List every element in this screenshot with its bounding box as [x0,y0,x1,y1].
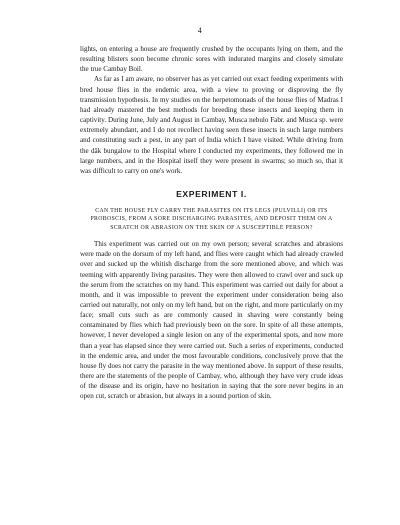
experiment-heading: EXPERIMENT I. [176,189,247,200]
experiment-question: CAN THE HOUSE FLY CARRY THE PARASITES ON ITS LEGS (PULVILLI) OR ITS PROBOSCIS, FROM A SORE DISCHARGING PARASITES, AND DEPOSIT THEM ON A SCRATCH OR ABRASION ON THE SKIN OF A SUSCEPTIBLE PERSON? [90,208,333,231]
page-number: 4 [197,26,203,35]
intro-paragraph-1: lights, on entering a house are frequently crushed by the occupants lying on them, and the resulting blisters soon become chronic sores with indurated margins and closely simulate the true Cambay Boil. [80,45,343,74]
intro-paragraph-2: As far as I am aware, no observer has as yet carried out exact feeding experiments with bred house flies in the endemic area, with a view to proving or disproving the fly transmission hypothesis. In my studies on the herpetomonads of the house flies of Madras I had already mastered the best methods for breeding these insects and keeping them in captivity. During June, July and August in Cambay, Musca nebulo Fabr. and Musca sp. were extremely abundant, and I do not recollect having seen these insects in such large numbers and constituting such a pest, in any part of India which I have visited. While driving from the dâk bungalow to the Hospital where I conducted my experiments, they followed me in large numbers, and in the Hospital itself they were present in swarms; so much so, that it was difficult to carry on one's work. [80,75,343,175]
page-body [80,44,343,402]
experiment-paragraph-1: This experiment was carried out on my own person; several scratches and abrasions were made on the dorsum of my left hand, and flies were caught which had already crawled over and sucked up the whitish discharge from the sore mentioned above, and which was teeming with apparently living parasites. They were then allowed to crawl over and suck up the serum from the scratches on my hand. This experiment was carried out daily for about a month, and it was impossible to prevent the experiment under consideration being also carried out naturally, not only on my left hand, but on the right, and more particularly on my face; small cuts such as are commonly caused in shaving were constantly being contaminated by flies which had previously been on the sore. In spite of all these attempts, however, I never developed a single lesion on any of the experimental spots, and now more than a year has elapsed since they were carried out. Such a series of experiments, conducted in the endemic area, and under the most favourable conditions, conclusively prove that the house fly does not carry the parasite in the way mentioned above. In support of these results, there are the statements of the people of Cambay, who, although they have very crude ideas of the disease and its origin, have no hesitation in saying that the sore never begins in an open cut, scratch or abrasion, but always in a sound portion of skin. [80,240,343,401]
